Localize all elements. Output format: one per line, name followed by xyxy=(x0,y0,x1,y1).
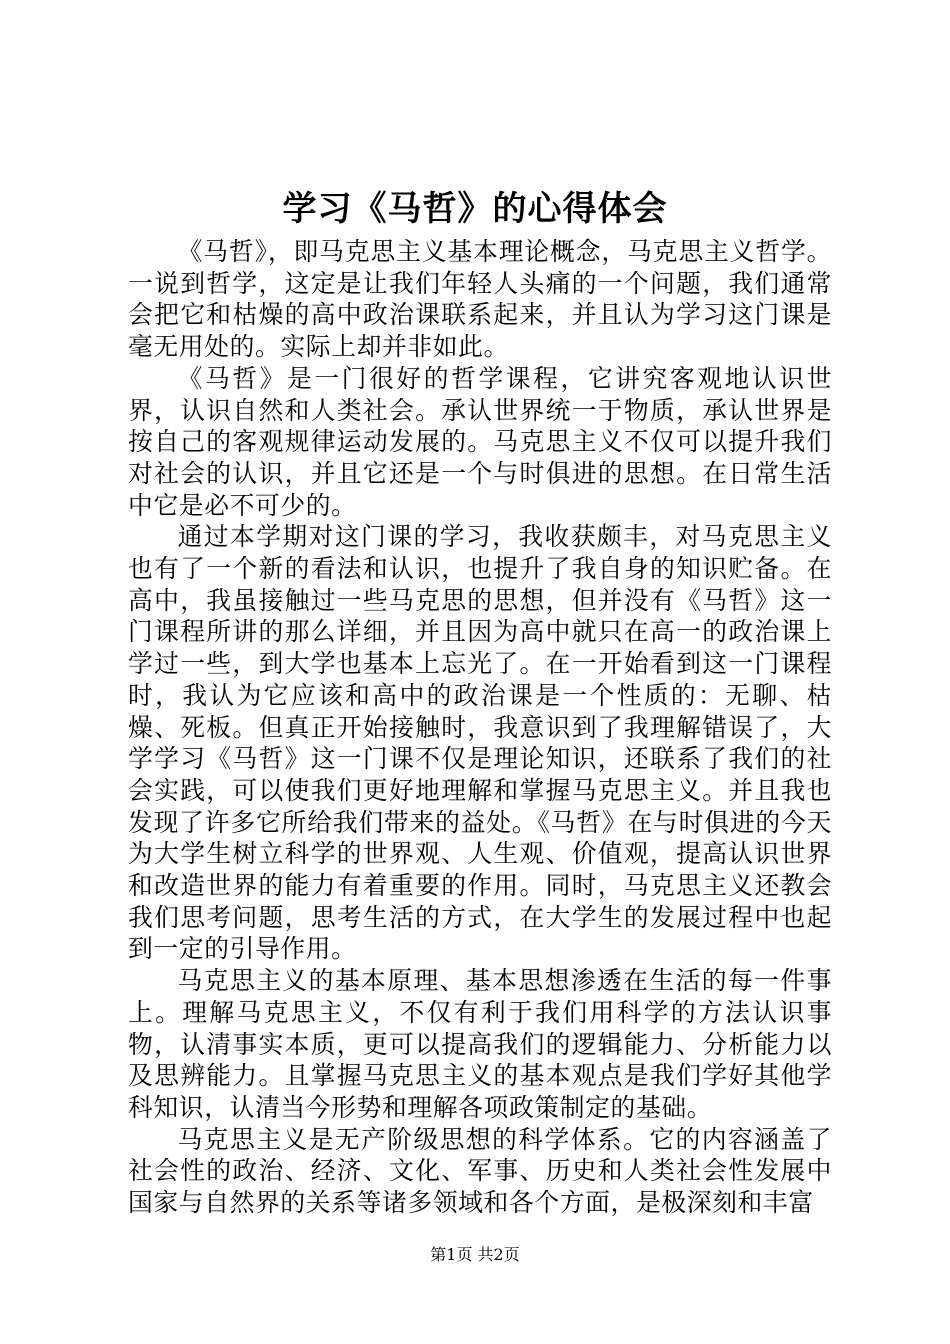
document-title: 学习《马哲》的心得体会 xyxy=(282,189,668,229)
paragraph-5: 马克思主义是无产阶级思想的科学体系。它的内容涵盖了社会性的政治、经济、文化、军事、历史和人类社会性发展中国家与自然界的关系等诸多领域和各个方面，是极深刻和丰富 xyxy=(128,1124,832,1218)
paragraph-4: 马克思主义的基本原理、基本思想渗透在生活的每一件事上。理解马克思主义，不仅有利于我们用科学的方法认识事物，认清事实本质，更可以提高我们的逻辑能力、分析能力以及思辨能力。且掌握马克思主义的基本观点是我们学好其他学科知识，认清当今形势和理解各项政策制定的基础。 xyxy=(128,966,832,1122)
page-footer: 第1页 共2页 xyxy=(430,1245,520,1264)
document-body xyxy=(128,236,832,1219)
paragraph-1: 《马哲》，即马克思主义基本理论概念，马克思主义哲学。一说到哲学，这定是让我们年轻人头痛的一个问题，我们通常会把它和枯燥的高中政治课联系起来，并且认为学习这门课是毫无用处的。实际上却并非如此。 xyxy=(128,237,832,362)
paragraph-2: 《马哲》是一门很好的哲学课程，它讲究客观地认识世界，认识自然和人类社会。承认世界统一于物质，承认世界是按自己的客观规律运动发展的。马克思主义不仅可以提升我们对社会的认识，并且它还是一个与时俱进的思想。在日常生活中它是必不可少的。 xyxy=(128,363,832,520)
paragraph-3: 通过本学期对这门课的学习，我收获颇丰，对马克思主义也有了一个新的看法和认识，也提升了我自身的知识贮备。在高中，我虽接触过一些马克思的思想，但并没有《马哲》这一门课程所讲的那么详细，并且因为高中就只在高一的政治课上学过一些，到大学也基本上忘光了。在一开始看到这一门课程时，我认为它应该和高中的政治课是一个性质的：无聊、枯燥、死板。但真正开始接触时，我意识到了我理解错误了，大学学习《马哲》这一门课不仅是理论知识，还联系了我们的社会实践，可以使我们更好地理解和掌握马克思主义。并且我也发现了许多它所给我们带来的益处。《马哲》在与时俱进的今天为大学生树立科学的世界观、人生观、价值观，提高认识世界和改造世界的能力有着重要的作用。同时，马克思主义还教会我们思考问题，思考生活的方式，在大学生的发展过程中也起到一定的引导作用。 xyxy=(128,522,832,964)
